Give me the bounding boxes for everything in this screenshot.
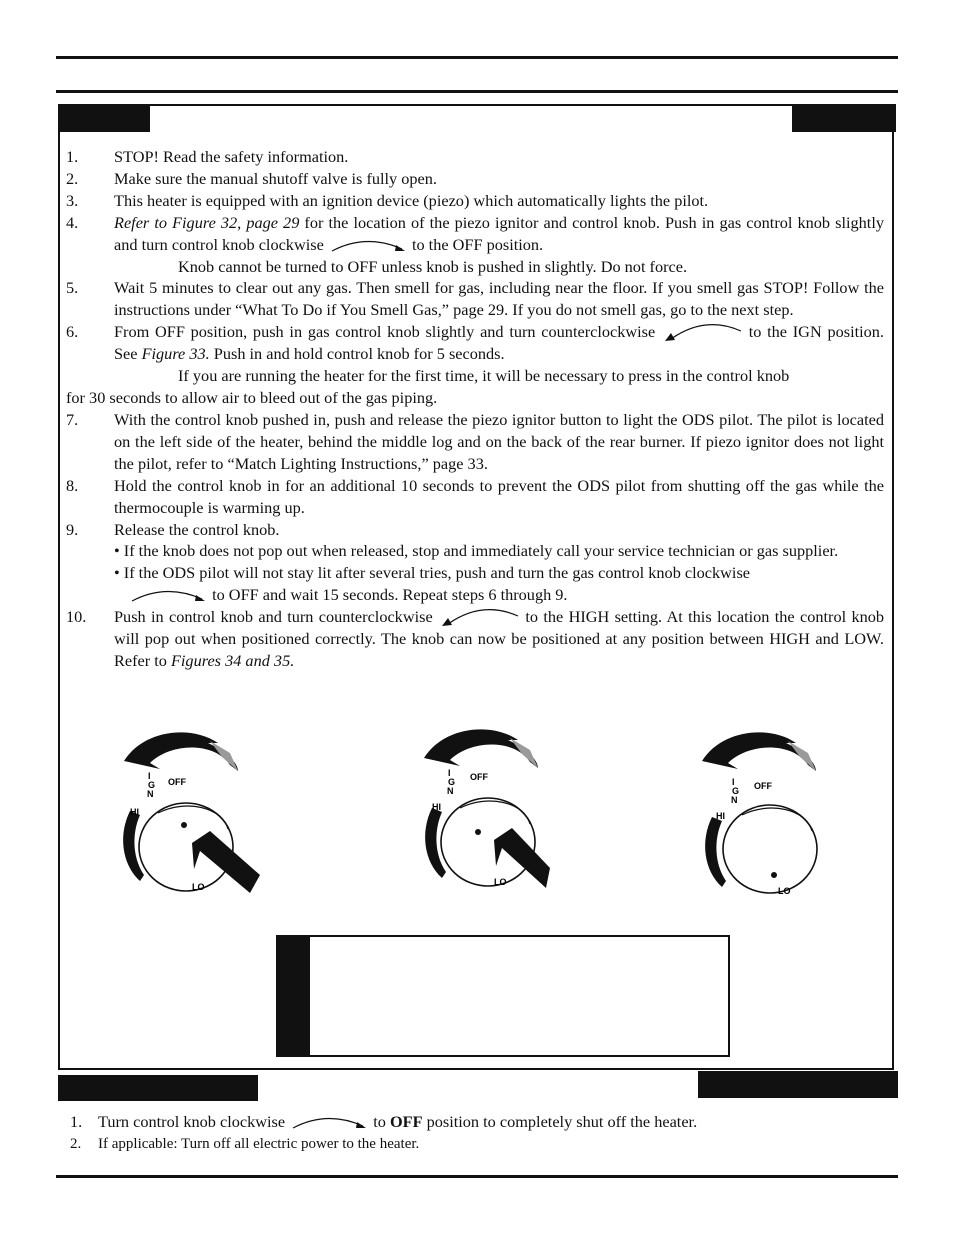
step-text-part: From OFF position, push in gas control knob slightly and turn counterclockwise — [114, 322, 656, 342]
step-number: 9. — [66, 519, 79, 539]
step-text: Hold the control knob in for an additional 10 seconds to prevent the ODS pilot from shutting off the gas while the thermocouple is warming up. — [114, 475, 884, 517]
shutoff-step-2 — [70, 1133, 890, 1156]
step-10 — [66, 606, 884, 672]
knob-dial — [723, 805, 817, 893]
figure-reference: Figures 34 and 35. — [170, 651, 295, 671]
step-text: Wait 5 minutes to clear out any gas. Then smell for gas, including near the floor. If you smell gas STOP! Follow the instructions under “What To Do if You Smell Gas,” page 29. If you do not smell gas, go to the next step. — [114, 278, 884, 320]
step-6 — [66, 321, 884, 387]
step-text-part: for the location of the piezo ignitor and control knob. Push in gas control knob slightly and turn control knob clockwise — [114, 212, 884, 254]
counterclockwise-arrow-icon — [661, 321, 743, 343]
step-bullet — [114, 562, 884, 606]
clockwise-arrow-icon — [128, 587, 208, 603]
step-number: 2. — [70, 1136, 82, 1152]
knob-figure-3 — [698, 725, 858, 900]
ign-i-label: I — [448, 768, 451, 778]
step-text: This heater is equipped with an ignition device (piezo) which automatically lights the pilot. — [114, 190, 709, 210]
step-text: With the control knob pushed in, push and release the piezo ignitor button to light the ODS pilot. The pilot is located on the left side of the heater, behind the middle log and on the back of the rear burner. If piezo ignitor does not light the pilot, refer to “Match Lighting Instructions,” page 33. — [114, 409, 884, 473]
lo-label: LO — [778, 886, 791, 896]
step-5 — [66, 277, 884, 321]
step-1 — [66, 146, 884, 168]
shutoff-steps — [70, 1110, 890, 1156]
step-2 — [66, 168, 884, 190]
ign-g-label: G — [448, 777, 456, 787]
knob-figure-2 — [410, 722, 570, 897]
step-text-part: to — [369, 1112, 390, 1131]
lighting-steps — [66, 146, 884, 672]
hi-label: HI — [432, 802, 441, 812]
panel-tab-right — [792, 104, 896, 132]
step-text-part: Push in and hold control knob for 5 seconds. — [209, 344, 505, 364]
ign-i-label: I — [732, 777, 735, 787]
knob-figure-1 — [110, 725, 270, 900]
figure-reference: Figure 33. — [141, 344, 210, 364]
step-7 — [66, 409, 884, 475]
step-text-part: to the IGN position. See — [114, 322, 884, 364]
step-text: STOP! Read the safety information. — [114, 147, 349, 166]
off-label: OFF — [470, 772, 488, 782]
panel-tab-left — [58, 104, 150, 132]
shutoff-tab-left — [58, 1075, 258, 1101]
step-9 — [66, 519, 884, 607]
shutoff-tab-right — [698, 1071, 898, 1098]
lo-label: LO — [494, 877, 507, 887]
counterclockwise-arrow-icon — [438, 606, 520, 628]
step-text: Make sure the manual shutoff valve is fully open. — [114, 168, 437, 188]
figure-reference: Refer to Figure 32, page 29 — [114, 212, 300, 232]
ign-n-label: N — [447, 786, 454, 796]
off-label: OFF — [168, 777, 186, 787]
shutoff-step-1 — [70, 1110, 890, 1133]
step-text-part: to the HIGH setting. At this location the control knob will pop out when positioned correctly. The knob can now be positioned at any position between HIGH and LOW. Refer to — [114, 607, 885, 671]
top-rule — [56, 56, 898, 59]
step-text-part: position to completely shut off the heater. — [422, 1112, 698, 1131]
clockwise-arrow-icon — [328, 237, 408, 253]
step-number: 3. — [66, 190, 79, 210]
step-number: 7. — [66, 409, 79, 429]
step-number: 5. — [66, 278, 79, 298]
step-text — [114, 519, 884, 607]
step-number: 1. — [70, 1112, 83, 1131]
step-text — [98, 1110, 890, 1133]
step-text-part: Push in control knob and turn counterclockwise — [114, 607, 433, 627]
step-4 — [66, 212, 884, 278]
step-number: 2. — [66, 168, 79, 188]
step-note: Knob cannot be turned to OFF unless knob is pushed in slightly. Do not force. — [178, 256, 688, 276]
ign-n-label: N — [731, 795, 738, 805]
step-bullet: • If the knob does not pop out when released, stop and immediately call your service technician or gas supplier. — [114, 541, 839, 561]
step-text-part: • If the ODS pilot will not stay lit after several tries, push and turn the gas control knob clockwise — [114, 563, 751, 583]
step-number: 6. — [66, 322, 79, 342]
step-text — [114, 606, 884, 672]
step-text — [114, 321, 884, 387]
lo-label: LO — [192, 882, 205, 892]
ign-n-label: N — [147, 789, 154, 799]
step-number: 4. — [66, 212, 79, 232]
step-text-part: Release the control knob. — [114, 519, 280, 539]
step-note: If you are running the heater for the first time, it will be necessary to press in the control knob — [178, 366, 790, 386]
ign-g-label: G — [148, 780, 156, 790]
step-note: for 30 seconds to allow air to bleed out of the gas piping. — [66, 388, 438, 408]
clockwise-arrow-icon — [289, 1114, 369, 1130]
off-label: OFF — [754, 781, 772, 791]
ign-g-label: G — [732, 786, 740, 796]
step-text-part: to the OFF position. — [407, 234, 544, 254]
hi-label: HI — [716, 811, 725, 821]
warning-note-box — [276, 935, 730, 1057]
warning-note-bar — [278, 937, 310, 1055]
step-number: 10. — [66, 607, 87, 627]
step-text-part: to OFF and wait 15 seconds. Repeat steps 6 through 9. — [208, 585, 568, 605]
step-text — [114, 212, 884, 278]
step-number: 8. — [66, 475, 79, 495]
step-6-continued — [66, 387, 884, 409]
step-number: 1. — [66, 147, 79, 166]
step-3 — [66, 190, 884, 212]
step-8 — [66, 475, 884, 519]
step-text: If applicable: Turn off all electric power to the heater. — [98, 1136, 420, 1152]
ign-i-label: I — [148, 771, 151, 781]
step-text-part: Turn control knob clockwise — [98, 1112, 286, 1131]
bottom-rule — [56, 1175, 898, 1178]
header-rule — [56, 90, 898, 93]
hi-label: HI — [130, 807, 139, 817]
off-emphasis: OFF — [389, 1112, 423, 1131]
